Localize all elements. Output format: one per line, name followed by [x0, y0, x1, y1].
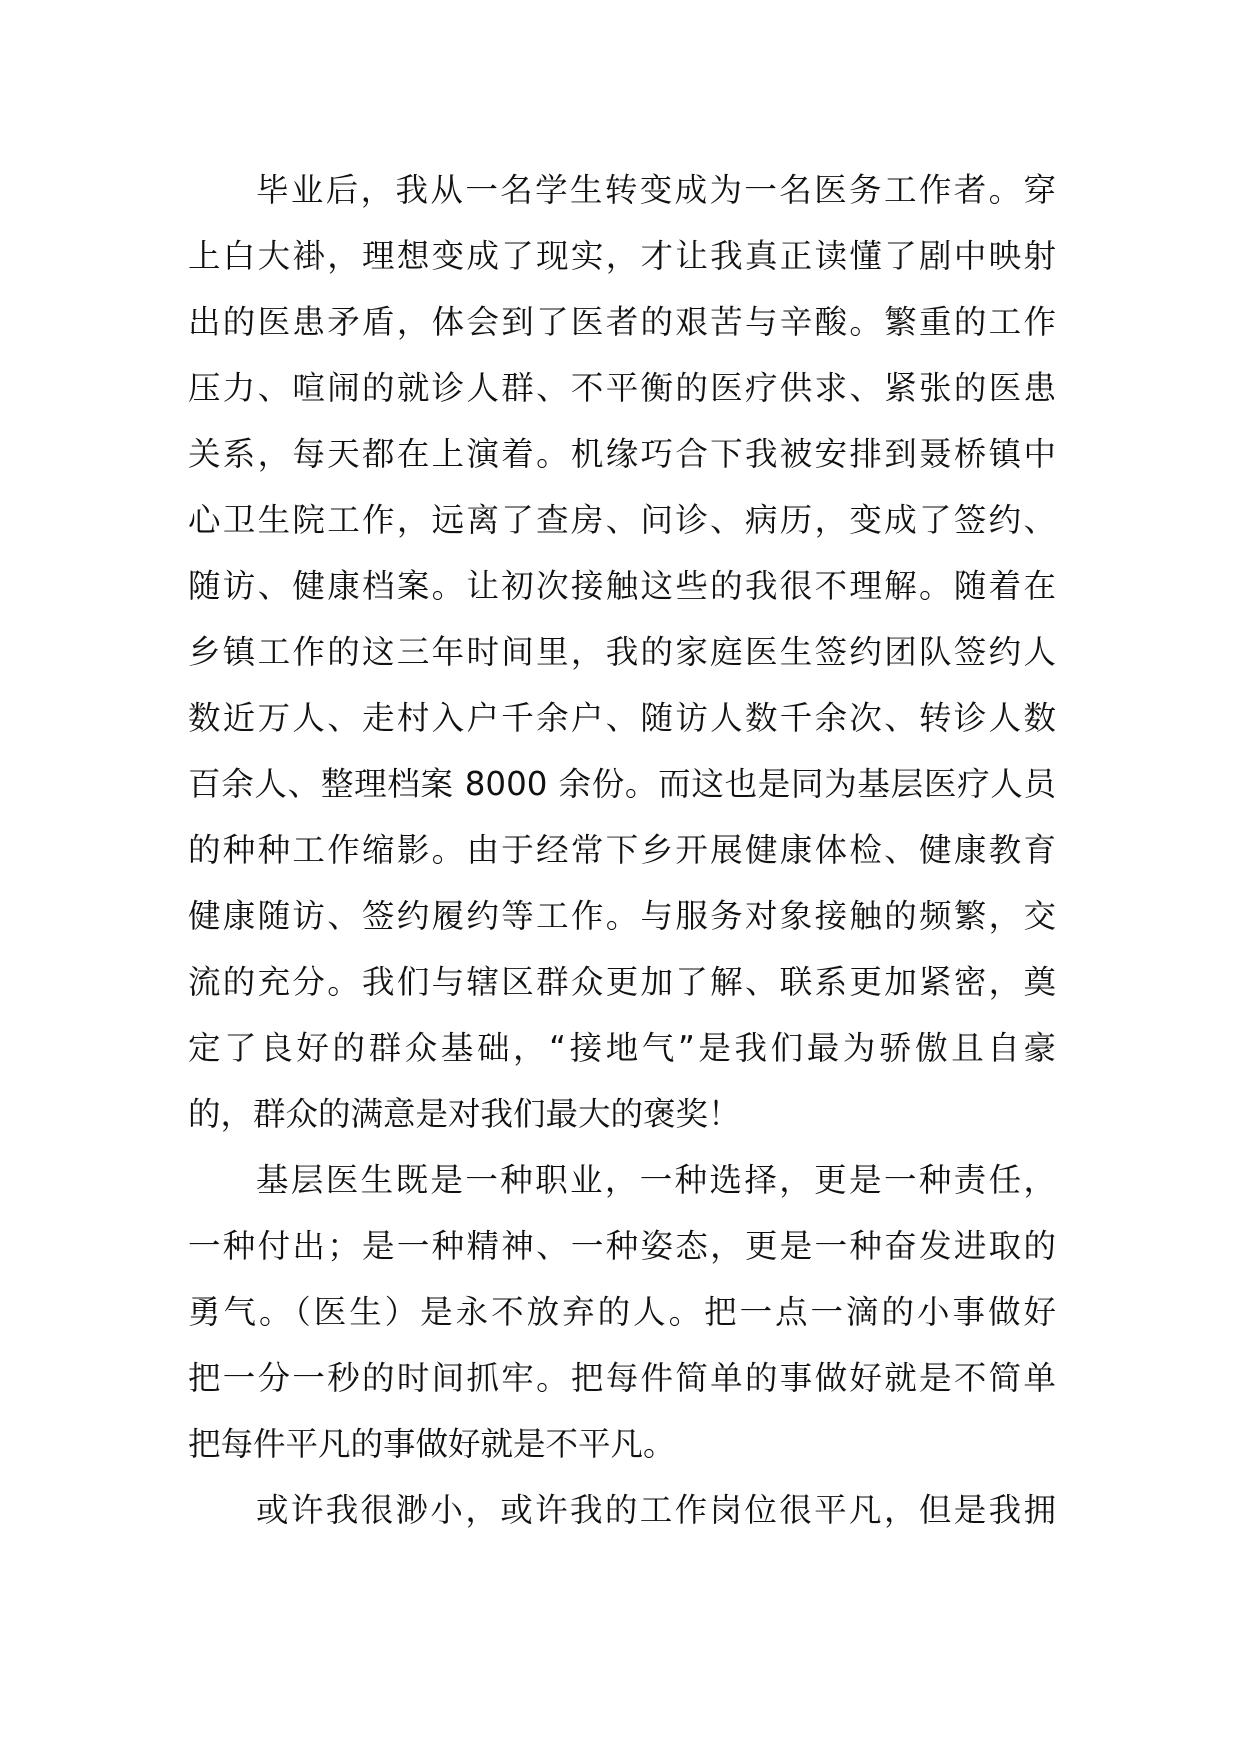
- document-body: [188, 157, 1056, 1543]
- paragraph-2: [188, 1147, 1056, 1477]
- text-line: 毕业后，我从一名学生转变成为一名医务工作者。穿: [256, 171, 1056, 209]
- text-line: 百余人、整理档案 8000 余份。而这也是同为基层医疗人员: [188, 765, 1056, 803]
- text-line: 或许我很渺小，或许我的工作岗位很平凡，但是我拥: [256, 1491, 1056, 1529]
- text-line: 把每件平凡的事做好就是不平凡。: [188, 1425, 676, 1463]
- text-line: 乡镇工作的这三年时间里，我的家庭医生签约团队签约人: [188, 633, 1056, 671]
- text-line: 上白大褂，理想变成了现实，才让我真正读懂了剧中映射: [188, 237, 1056, 275]
- paragraph-1: [188, 157, 1056, 1147]
- text-line: 心卫生院工作，远离了查房、问诊、病历，变成了签约、: [188, 501, 1056, 539]
- text-line: 随访、健康档案。让初次接触这些的我很不理解。随着在: [188, 567, 1056, 605]
- text-line: 的种种工作缩影。由于经常下乡开展健康体检、健康教育: [188, 831, 1056, 869]
- text-line: 压力、喧闹的就诊人群、不平衡的医疗供求、紧张的医患: [188, 369, 1056, 407]
- text-line: 一种付出；是一种精神、一种姿态，更是一种奋发进取的: [188, 1227, 1056, 1265]
- text-line: 的，群众的满意是对我们最大的褒奖！: [188, 1095, 741, 1133]
- text-line: 把一分一秒的时间抓牢。把每件简单的事做好就是不简单: [188, 1359, 1056, 1397]
- text-line: 勇气。（医生）是永不放弃的人。把一点一滴的小事做好: [188, 1293, 1056, 1331]
- text-line: 数近万人、走村入户千余户、随访人数千余次、转诊人数: [188, 699, 1056, 737]
- text-line: 定了良好的群众基础，“接地气”是我们最为骄傲且自豪: [188, 1029, 1056, 1067]
- text-line: 出的医患矛盾，体会到了医者的艰苦与辛酸。繁重的工作: [188, 303, 1056, 341]
- text-line: 关系，每天都在上演着。机缘巧合下我被安排到聂桥镇中: [188, 435, 1056, 473]
- text-line: 健康随访、签约履约等工作。与服务对象接触的频繁，交: [188, 897, 1056, 935]
- text-line: 基层医生既是一种职业，一种选择，更是一种责任，: [256, 1161, 1056, 1199]
- text-line: 流的充分。我们与辖区群众更加了解、联系更加紧密，奠: [188, 963, 1056, 1001]
- paragraph-3: [188, 1477, 1056, 1543]
